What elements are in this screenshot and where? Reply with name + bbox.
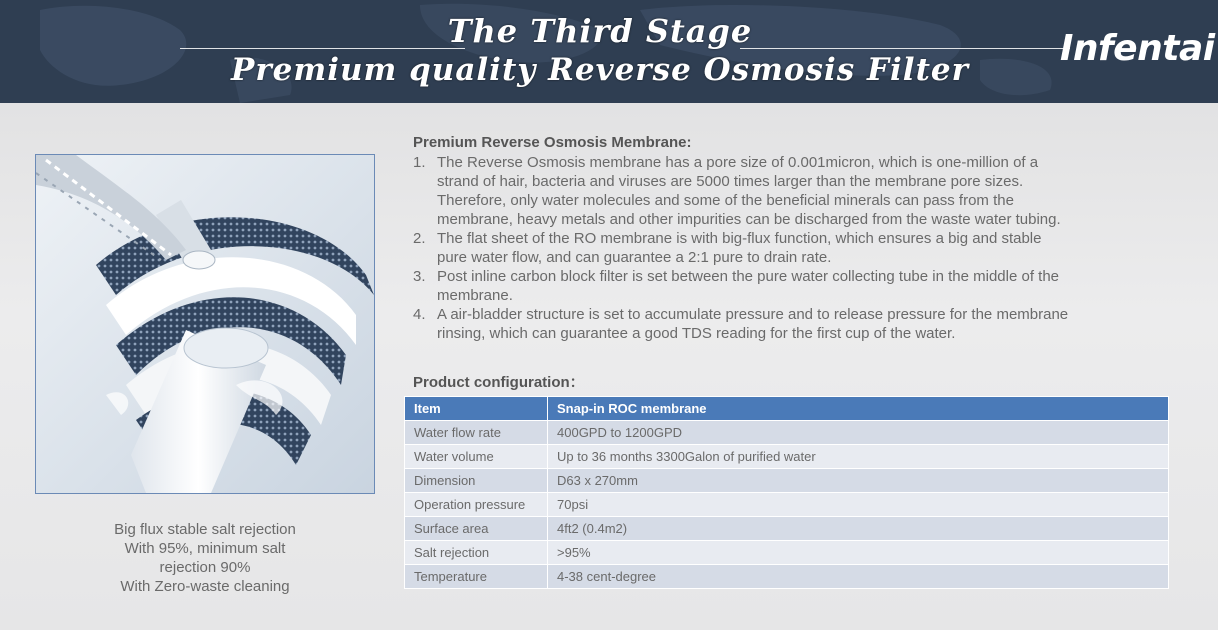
table-cell: >95% — [548, 541, 1169, 565]
table-row — [405, 493, 1169, 517]
list-text: membrane. — [437, 287, 513, 304]
main-content — [0, 103, 1218, 630]
list-item — [413, 229, 1113, 267]
list-text: Therefore, only water molecules and some of the beneficial minerals can pass from the — [437, 192, 1014, 209]
table-cell: D63 x 270mm — [548, 469, 1169, 493]
table-cell: Temperature — [405, 565, 548, 589]
table-cell: 400GPD to 1200GPD — [548, 421, 1169, 445]
table-cell: 4ft2 (0.4m2) — [548, 517, 1169, 541]
brand-logo: Infentai — [1060, 28, 1215, 69]
table-cell: Surface area — [405, 517, 548, 541]
list-number: 4. — [413, 306, 426, 323]
table-cell: Up to 36 months 3300Galon of purified water — [548, 445, 1169, 469]
list-item — [413, 153, 1113, 229]
table-row — [405, 517, 1169, 541]
list-text: The Reverse Osmosis membrane has a pore size of 0.001micron, which is one-million of a — [437, 154, 1039, 171]
list-item — [413, 305, 1113, 343]
table-cell: Dimension — [405, 469, 548, 493]
table-cell: 4-38 cent-degree — [548, 565, 1169, 589]
page-title: The Third Stage — [447, 12, 753, 50]
list-text: strand of hair, bacteria and viruses are 5000 times larger than the membrane pore sizes. — [437, 173, 1024, 190]
list-text: Post inline carbon block filter is set between the pure water collecting tube in the middle of the — [437, 268, 1060, 285]
table-cell: 70psi — [548, 493, 1169, 517]
header-banner — [0, 0, 1218, 103]
table-cell: Water volume — [405, 445, 548, 469]
column-header-value: Snap-in ROC membrane — [548, 397, 1169, 421]
caption-line: rejection 90% — [159, 559, 251, 576]
table-row — [405, 421, 1169, 445]
product-config-table — [404, 396, 1169, 589]
image-caption — [60, 520, 350, 596]
list-number: 2. — [413, 230, 426, 247]
table-row — [405, 445, 1169, 469]
reverse-osmosis-membrane-image — [35, 154, 375, 494]
caption-line: With Zero-waste cleaning — [120, 578, 290, 595]
caption-line: With 95%, minimum salt — [124, 540, 286, 557]
list-text: A air-bladder structure is set to accumulate pressure and to release pressure for the membrane — [437, 306, 1069, 323]
list-text: rinsing, which can guarantee a good TDS reading for the first cup of the water. — [437, 325, 956, 342]
list-text: The flat sheet of the RO membrane is with big-flux function, which ensures a big and stable — [437, 230, 1042, 247]
config-section-title: Product configuration： — [413, 374, 585, 391]
table-row — [405, 565, 1169, 589]
table-cell: Salt rejection — [405, 541, 548, 565]
table-row — [405, 541, 1169, 565]
page-subtitle: Premium quality Reverse Osmosis Filter — [231, 52, 969, 88]
membrane-section-title: Premium Reverse Osmosis Membrane: — [413, 134, 692, 151]
list-text: membrane, heavy metals and other impurities can be discharged from the waste water tubing. — [437, 211, 1061, 228]
list-number: 1. — [413, 154, 426, 171]
list-number: 3. — [413, 268, 426, 285]
list-text: pure water flow, and can guarantee a 2:1 pure to drain rate. — [437, 249, 832, 266]
membrane-feature-list — [413, 153, 1113, 343]
table-cell: Water flow rate — [405, 421, 548, 445]
table-row — [405, 469, 1169, 493]
caption-line: Big flux stable salt rejection — [114, 521, 296, 538]
table-cell: Operation pressure — [405, 493, 548, 517]
column-header-item: Item — [405, 397, 548, 421]
list-item — [413, 267, 1113, 305]
table-header-row — [405, 397, 1169, 421]
